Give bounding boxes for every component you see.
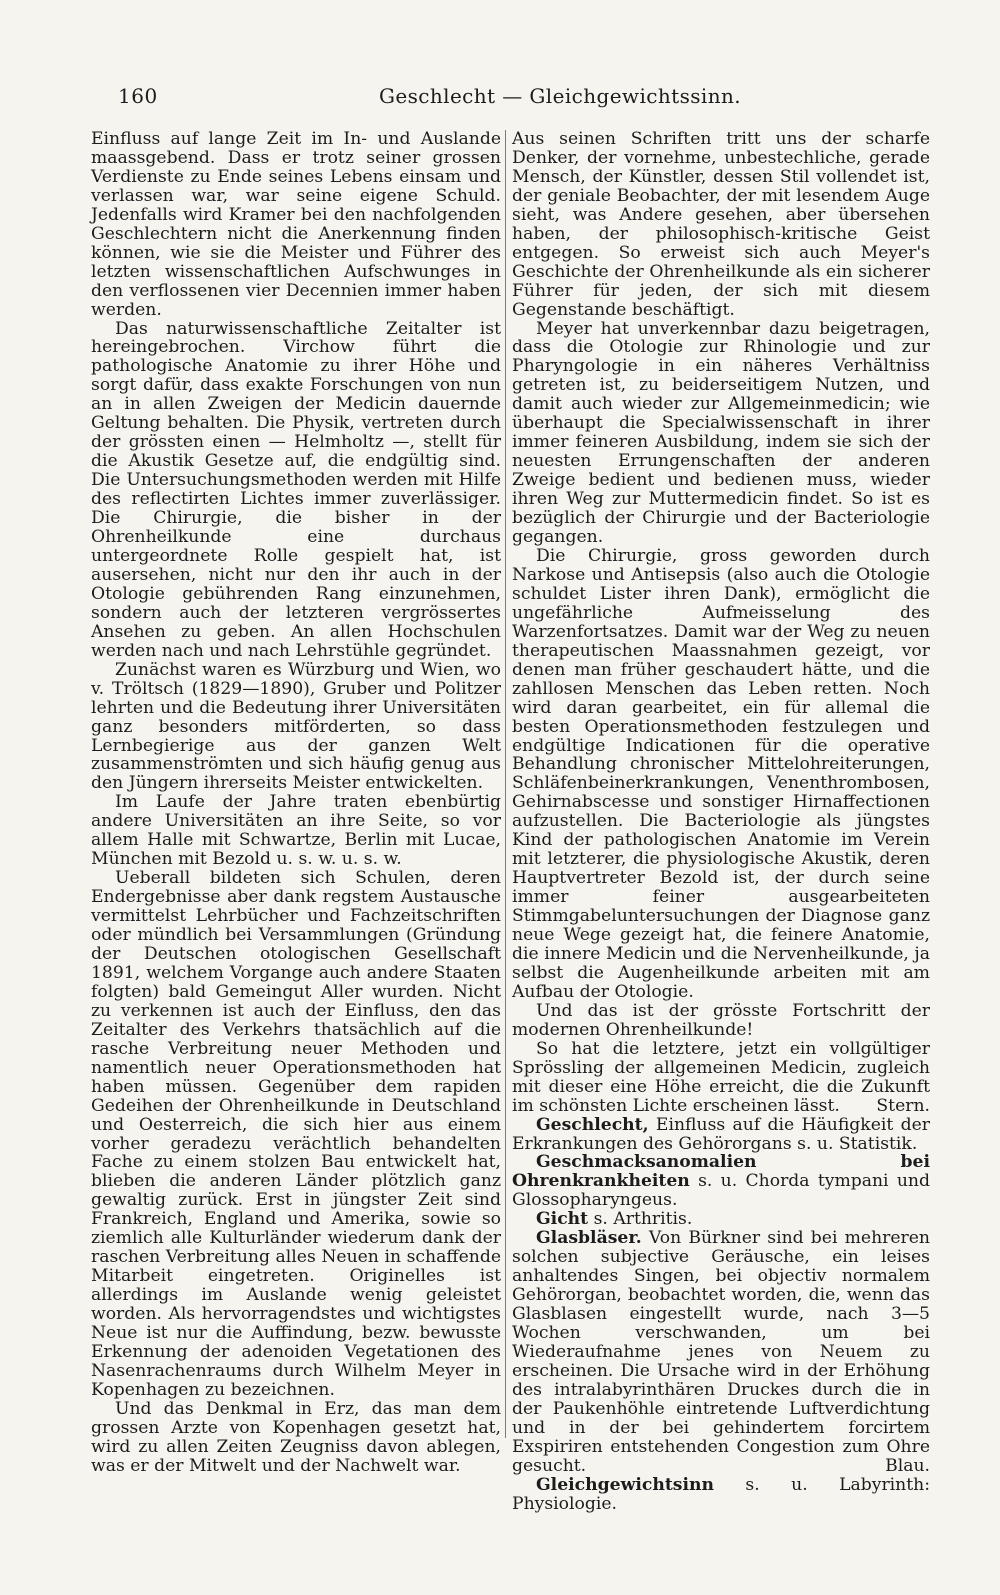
running-title: Geschlecht — Gleichgewichtssinn. bbox=[378, 84, 742, 108]
entry-text: Von Bürkner sind bei mehreren solchen subjective Geräusche, ein leises anhaltendes Singen, bei objectiv normalem Gehörorgan, beobachtet worden, die, wenn das Glasblasen eingestellt wurde, nach 3—5 Wochen verschwanden, um bei Wiederaufnahme jenes von Neuem zu erscheinen. Die Ursache wird in der Erhöhung des intralabyrinthären Druckes durch die in der Paukenhöhle eintretende Luftverdichtung und in der bei gehindertem forcirtem Exspiriren entstehenden Congestion zum Ohre gesucht. bbox=[512, 1228, 930, 1476]
paragraph: Aus seinen Schriften tritt uns der scharfe Denker, der vornehme, unbestechliche, gerade Mensch, der Künstler, dessen Stil vollendet ist, der geniale Beobachter, der mit lesendem Auge sieht, was Andere gesehen, aber übersehen haben, der philosophisch-kritische Geist entgegen. So erweist sich auch Meyer's Geschichte der Ohrenheilkunde als ein sicherer Führer für jeden, der sich mit diesem Gegenstande beschäftigt. bbox=[512, 129, 930, 320]
page-number: 160 bbox=[118, 84, 158, 108]
paragraph: Zunächst waren es Würzburg und Wien, wo v. Tröltsch (1829—1890), Gruber und Politzer lehrten und die Bedeutung ihrer Universitäten ganz besonders mitförderten, so dass Lernbegierige aus der ganzen Welt zusammenströmten und sich häufig genug aus den Jüngern ihrerseits Meister entwickelten. bbox=[91, 659, 501, 794]
paragraph-with-signature bbox=[512, 1040, 930, 1116]
entry-term: Gleichgewichtsinn bbox=[536, 1474, 715, 1495]
left-column bbox=[91, 130, 501, 1476]
dictionary-entry bbox=[512, 1476, 930, 1514]
entry-term: Glasbläser. bbox=[536, 1228, 642, 1249]
dictionary-entry bbox=[512, 1229, 930, 1475]
paragraph: Das naturwissenschaftliche Zeitalter ist hereingebrochen. Virchow führt die pathologische Anatomie zu ihrer Höhe und sorgt dafür, dass exakte Forschungen von nun an in allen Zweigen der Medicin dauernde Geltung behalten. Die Physik, vertreten durch der grössten einen — Helmholtz —, stellt für die Akustik Gesetze auf, die endgültig sind. Die Untersuchungsmethoden werden mit Hilfe des reflectirten Lichtes immer zuverlässiger. Die Chirurgie, die bisher in der Ohrenheilkunde eine durchaus untergeordnete Rolle gespielt hat, ist ausersehen, nicht nur den ihr auch in der Otologie gebührenden Rang einzunehmen, sondern auch der letzteren vergrössertes Ansehen zu geben. An allen Hochschulen werden nach und nach Lehrstühle gegründet. bbox=[91, 318, 501, 661]
entry-term: Geschmacksanomalien bei Ohrenkrankheiten bbox=[512, 1152, 930, 1192]
paragraph: Die Chirurgie, gross geworden durch Narkose und Antisepsis (also auch die Otologie schuldet Lister ihren Dank), ermöglicht die ungefährliche Aufmeisselung des Warzenfortsatzes. Damit war der Weg zu neuen therapeutischen Maassnahmen gezeigt, vor denen man früher geschaudert hätte, und die zahllosen Menschen das Leben retten. Noch wird daran gearbeitet, ein für allemal die besten Operationsmethoden festzulegen und endgültige Indicationen für die operative Behandlung chronischer Mittelohreiterungen, Schläfenbeinerkrankungen, Venenthrombosen, Gehirnabscesse und sonstiger Hirnaffectionen aufzustellen. Die Bacteriologie als jüngstes Kind der pathologischen Anatomie im Verein mit letzterer, die physiologische Akustik, deren Hauptvertreter Bezold ist, der durch seine immer feiner ausgearbeiteten Stimmgabeluntersuchungen der Diagnose ganz neue Wege gezeigt hat, die feinere Anatomie, die innere Medicin und die Nervenheilkunde, ja selbst die Augenheilkunde arbeiten mit am Aufbau der Otologie. bbox=[512, 545, 930, 1002]
author-signature: Stern. bbox=[876, 1095, 930, 1116]
author-signature: Blau. bbox=[885, 1455, 930, 1476]
paragraph: Und das Denkmal in Erz, das man dem grossen Arzte von Kopenhagen gesetzt hat, wird zu allen Zeiten Zeugniss davon ablegen, was er der Mitwelt und der Nachwelt war. bbox=[91, 1398, 501, 1476]
paragraph: Ueberall bildeten sich Schulen, deren Endergebnisse aber dank regstem Austausche vermittelst Lehrbücher und Fachzeitschriften oder mündlich bei Versammlungen (Gründung der Deutschen otologischen Gesellschaft 1891, welchem Vorgange auch andere Staaten folgten) bald Gemeingut Aller wurden. Nicht zu verkennen ist auch der Einfluss, den das Zeitalter des Verkehrs thatsächlich auf die rasche Verbreitung neuer Methoden und namentlich neuer Operationsmethoden hat haben müssen. Gegenüber dem rapiden Gedeihen der Ohrenheilkunde in Deutschland und Oesterreich, die sich hier aus einem vorher geradezu verächtlich behandelten Fache zu einem stolzen Bau entwickelt hat, blieben die anderen Länder plötzlich ganz gewaltig zurück. Erst in jüngster Zeit sind Frankreich, England und Amerika, sowie so ziemlich alle Kulturländer wiederum dank der raschen Verbreitung alles Neuen in schaffende Mitarbeit eingetreten. Originelles ist allerdings im Auslande wenig geleistet worden. Als hervorragendstes und wichtigstes Neue ist nur die Auffindung, bezw. bewusste Erkennung der adenoiden Vegetationen des Nasenrachenraums durch Wilhelm Meyer in Kopenhagen zu bezeichnen. bbox=[91, 868, 501, 1400]
entry-text: s. Arthritis. bbox=[588, 1209, 693, 1230]
entry-text: s. u. Labyrinth: Physiologie. bbox=[512, 1474, 930, 1514]
right-column bbox=[512, 130, 930, 1514]
dictionary-entry bbox=[512, 1116, 930, 1154]
paragraph-text: So hat die letztere, jetzt ein vollgültiger Sprössling der allgemeinen Medicin, zugleich mit dieser eine Höhe erreicht, die die Zukunft im schönsten Lichte erscheinen lässt. bbox=[512, 1038, 930, 1116]
entry-text: s. u. Chorda tympani und Glossopharyngeus. bbox=[512, 1171, 930, 1211]
entry-term: Geschlecht, bbox=[536, 1114, 649, 1135]
entry-term: Gicht bbox=[536, 1209, 589, 1230]
dictionary-entry bbox=[512, 1210, 930, 1229]
dictionary-entry bbox=[512, 1153, 930, 1210]
paragraph: Meyer hat unverkennbar dazu beigetragen, dass die Otologie zur Rhinologie und zur Pharyngologie in ein näheres Verhältniss getreten ist, zu beiderseitigem Nutzen, und damit auch wieder zur Allgemeinmedicin; wie überhaupt die Specialwissenschaft in ihrer immer feineren Ausbildung, indem sie sich der neuesten Errungenschaften der anderen Zweige bedient und bedienen muss, wieder ihren Weg zur Muttermedicin findet. So ist es bezüglich der Chirurgie und der Bacteriologie gegangen. bbox=[512, 318, 930, 548]
paragraph: Und das ist der grösste Fortschritt der modernen Ohrenheilkunde! bbox=[512, 1000, 930, 1040]
entry-text: Einfluss auf die Häufigkeit der Erkrankungen des Gehörorgans s. u. Statistik. bbox=[512, 1114, 930, 1154]
paragraph: Einfluss auf lange Zeit im In- und Auslande maassgebend. Dass er trotz seiner grossen Verdienste zu Ende seines Lebens einsam und verlassen war, war seine eigene Schuld. Jedenfalls wird Kramer bei den nachfolgenden Geschlechtern nicht die Anerkennung finden können, wie sie die Meister und Führer des letzten wissenschaftlichen Aufschwunges in den verflossenen vier Decennien immer haben werden. bbox=[91, 129, 501, 320]
paragraph: Im Laufe der Jahre traten ebenbürtig andere Universitäten an ihre Seite, so vor allem Halle mit Schwartze, Berlin mit Lucae, München mit Bezold u. s. w. u. s. w. bbox=[91, 792, 501, 870]
column-divider bbox=[505, 130, 506, 1438]
